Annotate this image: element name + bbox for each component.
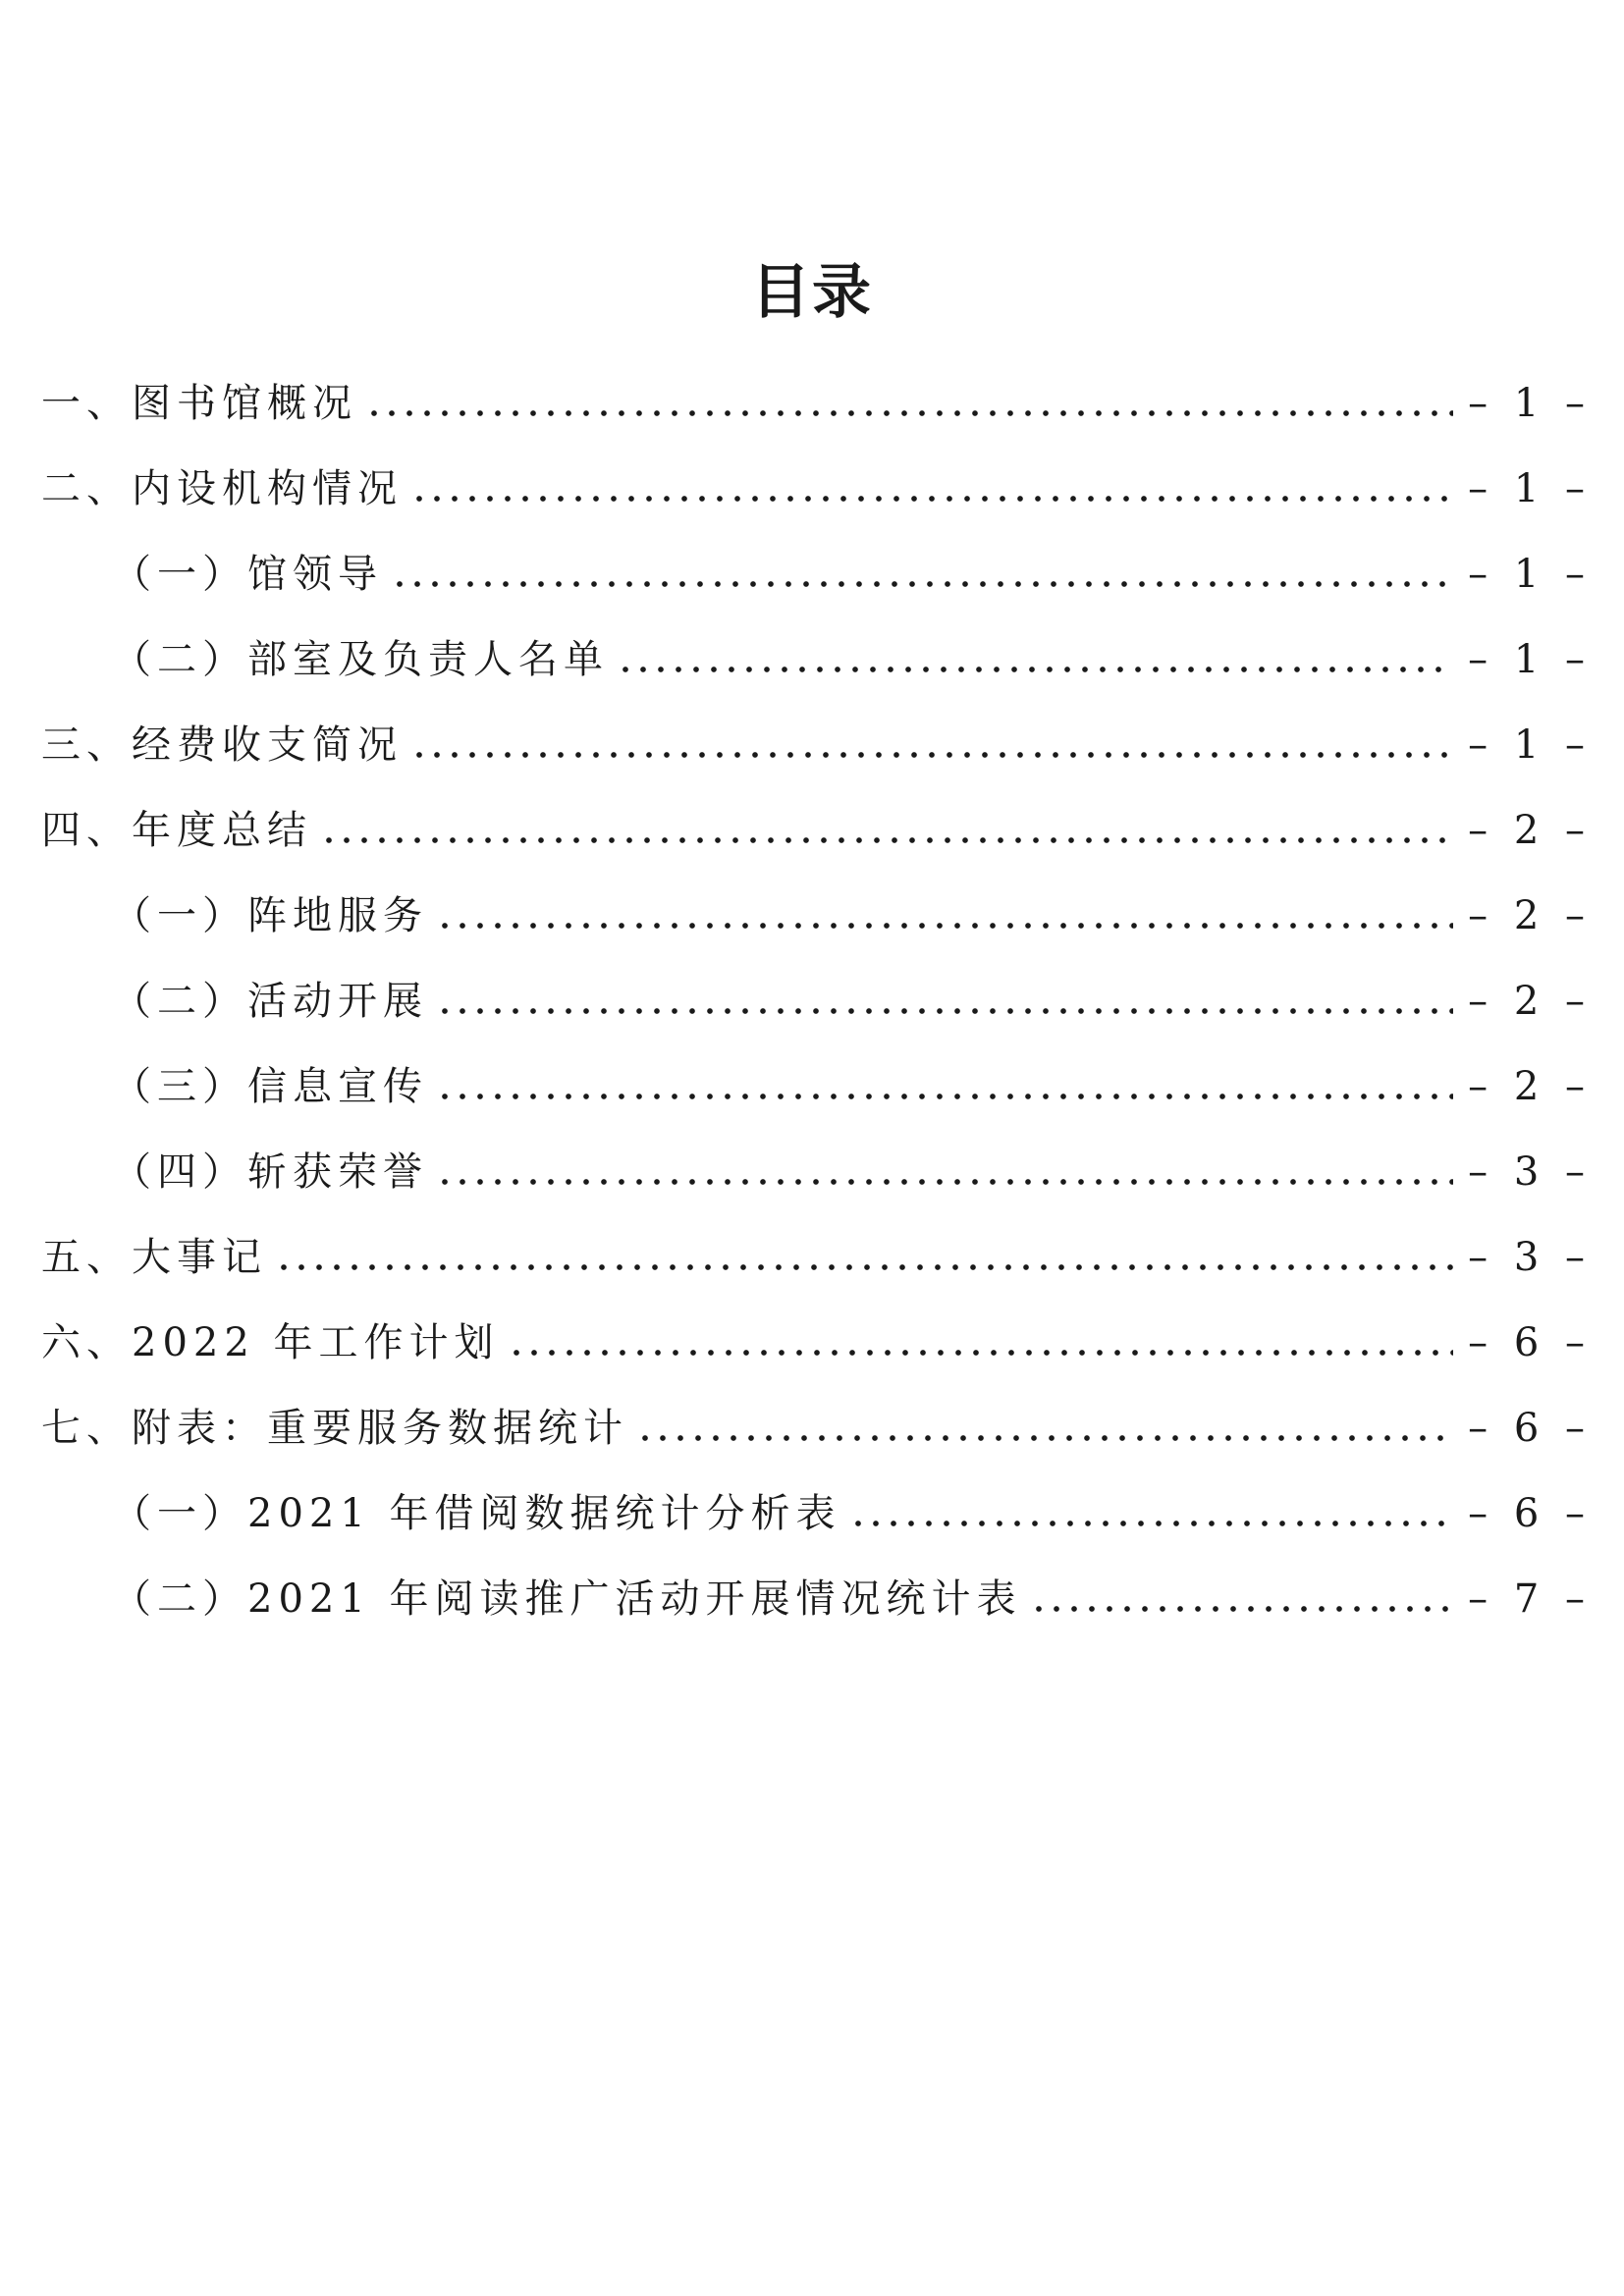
toc-entry-label: 六、2022 年工作计划 [41, 1320, 500, 1365]
toc-page-number: – 7 – [1468, 1576, 1585, 1622]
toc-entry[interactable] [41, 1228, 1585, 1287]
toc-entry[interactable] [112, 1570, 1585, 1629]
toc-entry-label: 五、大事记 [41, 1235, 267, 1280]
dot-leader [1030, 1606, 1453, 1612]
toc-page-number: – 2 – [1468, 1064, 1585, 1109]
toc-page-number: – 1 – [1468, 637, 1585, 682]
dot-leader [320, 837, 1453, 843]
toc-page-number: – 1 – [1468, 381, 1585, 426]
toc-entry-label: 一、图书馆概况 [41, 381, 357, 426]
toc-page-number: – 3 – [1468, 1149, 1585, 1195]
toc-page-number: – 2 – [1468, 893, 1585, 938]
toc-entry[interactable] [112, 630, 1585, 689]
dot-leader [436, 1094, 1453, 1099]
toc-entry-label: 三、经费收支简况 [41, 722, 403, 768]
toc-entry[interactable] [41, 374, 1585, 433]
toc-entry-label: 二、内设机构情况 [41, 466, 403, 511]
toc-page-number: – 2 – [1468, 979, 1585, 1024]
toc-page-number: – 6 – [1468, 1491, 1585, 1536]
toc-entry-label: （二）部室及负责人名单 [112, 637, 609, 682]
toc-entry-label: （二）活动开展 [112, 979, 428, 1024]
toc-entry[interactable] [41, 801, 1585, 860]
toc-page-number: – 1 – [1468, 722, 1585, 768]
toc-entry[interactable] [112, 886, 1585, 945]
page-title: 目录 [751, 258, 873, 327]
dot-leader [436, 1008, 1453, 1014]
toc-entry[interactable] [112, 1484, 1585, 1543]
dot-leader [275, 1264, 1453, 1270]
toc-entry[interactable] [41, 459, 1585, 518]
toc-entry[interactable] [41, 1313, 1585, 1372]
toc-page-number: – 3 – [1468, 1235, 1585, 1280]
toc-entry-label: （一）2021 年借阅数据统计分析表 [112, 1491, 841, 1536]
toc-page-number: – 2 – [1468, 808, 1585, 853]
dot-leader [436, 1179, 1453, 1185]
toc-page-number: – 1 – [1468, 552, 1585, 597]
toc-entry-label: 七、附表：重要服务数据统计 [41, 1406, 628, 1451]
toc-entry[interactable] [41, 1399, 1585, 1458]
toc-entry-label: （二）2021 年阅读推广活动开展情况统计表 [112, 1576, 1022, 1622]
toc-entry-label: 四、年度总结 [41, 808, 312, 853]
toc-entry[interactable] [112, 972, 1585, 1031]
dot-leader [365, 410, 1453, 416]
toc-entry[interactable] [112, 1143, 1585, 1201]
dot-leader [410, 496, 1453, 502]
toc-entry-label: （一）阵地服务 [112, 893, 428, 938]
toc-entry[interactable] [41, 716, 1585, 774]
toc-entry-label: （一）馆领导 [112, 552, 383, 597]
dot-leader [636, 1435, 1453, 1441]
toc-entry[interactable] [112, 545, 1585, 604]
dot-leader [508, 1350, 1453, 1356]
dot-leader [410, 752, 1453, 758]
dot-leader [436, 923, 1453, 929]
dot-leader [617, 667, 1453, 672]
dot-leader [849, 1521, 1453, 1526]
toc-entry-label: （三）信息宣传 [112, 1064, 428, 1109]
toc-page-number: – 6 – [1468, 1320, 1585, 1365]
dot-leader [391, 581, 1453, 587]
toc-page-number: – 1 – [1468, 466, 1585, 511]
toc-page-number: – 6 – [1468, 1406, 1585, 1451]
toc-entry-label: （四）斩获荣誉 [112, 1149, 428, 1195]
toc-entry[interactable] [112, 1057, 1585, 1116]
